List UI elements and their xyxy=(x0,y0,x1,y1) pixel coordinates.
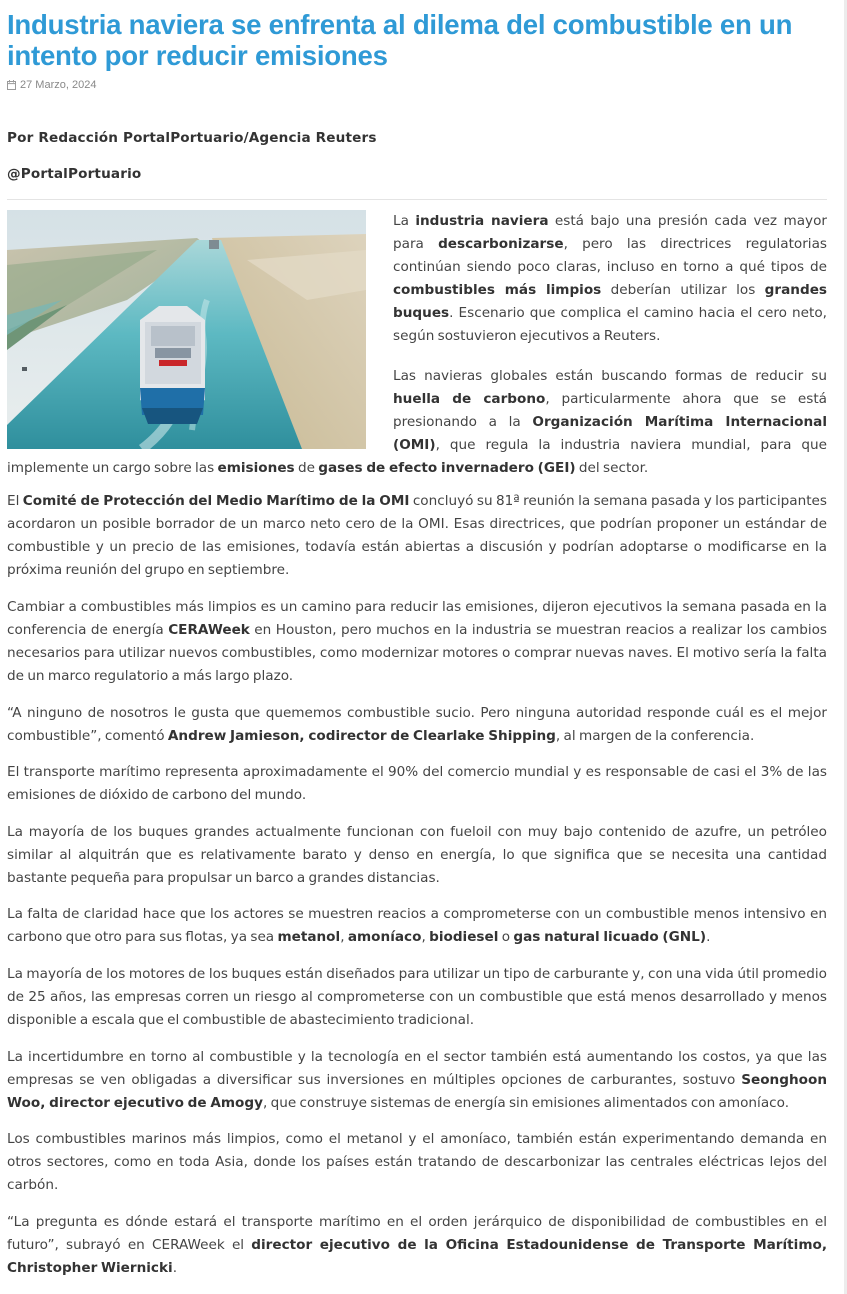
article-date: 27 Marzo, 2024 xyxy=(20,79,97,91)
article-byline: Por Redacción PortalPortuario/Agencia Reuters xyxy=(7,130,377,146)
paragraph-1-bold-3: grandes buques xyxy=(393,282,827,321)
paragraph-2-text-0: Las navieras globales están buscando formas de reducir su xyxy=(393,368,827,384)
article-paragraph-5 xyxy=(7,702,827,748)
paragraph-4-bold-0: CERAWeek xyxy=(168,622,250,638)
paragraph-11-text-0: Los combustibles marinos más limpios, como el metanol y el amoníaco, también están experimentando demanda en otros sectores, como en toda Asia, donde los países están tratando de descarbonizar las centrales eléctricas lejos del carbón. xyxy=(7,1131,827,1193)
paragraph-12-bold-0: director ejecutivo de la Oficina Estadounidense de Transporte Marítimo, Christopher Wiernicki xyxy=(7,1237,827,1276)
paragraph-8-text-0: La falta de claridad hace que los actores se muestren reacios a comprometerse con un combustible menos intensivo en carbono que otro para sus flotas, ya sea xyxy=(7,906,827,945)
paragraph-2-text-3: de xyxy=(294,460,319,476)
paragraph-8-text-4: . xyxy=(706,929,711,945)
paragraph-4-text-0: Cambiar a combustibles más limpios es un camino para reducir las emisiones, dijeron ejecutivos la semana pasada en la conferencia de energía xyxy=(7,599,827,638)
wrapped-paragraph-block xyxy=(7,365,827,480)
paragraph-1-text-1: está bajo una presión cada vez mayor para xyxy=(393,213,828,252)
paragraph-8-text-2: , xyxy=(421,929,430,945)
article-paragraph-10 xyxy=(7,1046,827,1115)
article-paragraph-12 xyxy=(7,1211,827,1280)
photo-wrap-spacer xyxy=(7,365,393,450)
article-handle: @PortalPortuario xyxy=(7,166,142,182)
paragraph-8-text-1: , xyxy=(340,929,348,945)
paragraph-8-text-3: o xyxy=(498,929,514,945)
header-divider xyxy=(7,199,827,200)
paragraph-2-text-4: del sector. xyxy=(575,460,649,476)
paragraph-2-bold-3: gases de efecto invernadero (GEI) xyxy=(318,460,576,476)
paragraph-5-text-0: “A ninguno de nosotros le gusta que quememos combustible sucio. Pero ninguna autoridad responde cuál es el mejor combustible”, comentó xyxy=(7,705,827,744)
paragraph-5-bold-0: Andrew Jamieson, codirector de Clearlake Shipping xyxy=(167,728,556,744)
paragraph-1-bold-1: descarbonizarse xyxy=(438,236,564,252)
paragraph-1-text-0: La xyxy=(393,213,416,229)
paragraph-1-text-4: . Escenario que complica el camino hacia el cero neto, según sostuvieron ejecutivos a Reuters. xyxy=(393,305,827,344)
paragraph-7-text-0: La mayoría de los buques grandes actualmente funcionan con fueloil con muy bajo contenido de azufre, un petróleo similar al alquitrán que es relativamente barato y denso en energía, lo que significa que se necesita una cantidad bastante pequeña para propulsar un barco a grandes distancias. xyxy=(7,824,827,886)
paragraph-10-bold-0: Seonghoon Woo, director ejecutivo de Amogy xyxy=(7,1072,827,1111)
article-paragraph-7 xyxy=(7,821,827,890)
paragraph-3-bold-0: Comité de Protección del Medio Marítimo de la OMI xyxy=(22,493,410,509)
paragraph-4-text-1: en Houston, pero muchos en la industria se muestran reacios a realizar los cambios necesarios para utilizar nuevos combustibles, como modernizar motores o comprar nuevas naves. El motivo sería la falta de un marco regulatorio a más largo plazo. xyxy=(7,622,828,684)
paragraph-8-bold-2: biodiesel xyxy=(429,929,499,945)
paragraph-3-text-0: El xyxy=(7,493,23,509)
article-paragraph-11 xyxy=(7,1128,827,1197)
article-paragraph-4 xyxy=(7,596,827,688)
article-paragraph-8 xyxy=(7,903,827,949)
paragraph-1-text-2: , pero las directrices regulatorias continúan siendo poco claras, incluso en torno a qué tipos de xyxy=(393,236,827,275)
paragraph-9-text-0: La mayoría de los motores de los buques están diseñados para utilizar un tipo de carburante y, con una vida útil promedio de 25 años, las empresas corren un riesgo al comprometerse con un combustible que está menos desarrollado y menos disponible a escala que el combustible de abastecimiento tradicional. xyxy=(7,966,827,1028)
paragraph-8-bold-1: amoníaco xyxy=(347,929,422,945)
article-meta xyxy=(7,78,96,92)
article-paragraph-6 xyxy=(7,761,827,807)
paragraph-2-bold-1: Organización Marítima Internacional (OMI) xyxy=(393,414,827,453)
calendar-icon xyxy=(7,80,16,90)
paragraph-2-bold-2: emisiones xyxy=(217,460,295,476)
article-paragraph-9 xyxy=(7,963,827,1032)
paragraph-1-bold-2: combustibles más limpios xyxy=(393,282,602,298)
paragraph-2-bold-0: huella de carbono xyxy=(393,391,546,407)
paragraph-8-bold-3: gas natural licuado (GNL) xyxy=(513,929,707,945)
article-paragraph-1 xyxy=(393,210,827,348)
paragraph-12-text-0: “La pregunta es dónde estará el transporte marítimo en el orden jerárquico de disponibilidad de combustibles en el futuro”, subrayó en CERAWeek el xyxy=(7,1214,827,1253)
paragraph-1-bold-0: industria naviera xyxy=(415,213,549,229)
paragraph-8-bold-0: metanol xyxy=(277,929,341,945)
paragraph-10-text-1: , que construye sistemas de energía sin emisiones alimentados con amoníaco. xyxy=(262,1095,790,1111)
paragraph-2-text-1: , particularmente ahora que se está presionando a la xyxy=(393,391,827,430)
paragraph-12-text-1: . xyxy=(172,1260,178,1276)
paragraph-3-text-1: concluyó su 81ª reunión la semana pasada y los participantes acordaron un posible borrador de un marco neto cero de la OMI. Esas directrices, que podrían proponer un estándar de combustible y un precio de las emisiones, todavía están abiertas a discusión y podrían adoptarse o modificarse en la próxima reunión del grupo en septiembre. xyxy=(7,493,828,578)
paragraph-1-text-3: deberían utilizar los xyxy=(601,282,765,298)
paragraph-2-text-2: , que regula la industria naviera mundial, para que implemente un cargo sobre las xyxy=(7,437,827,476)
article-paragraph-3 xyxy=(7,490,827,582)
paragraph-10-text-0: La incertidumbre en torno al combustible y la tecnología en el sector también está aumentando los costos, ya que las empresas se ven obligadas a diversificar sus inversiones en múltiples opciones de carburantes, sostuvo xyxy=(7,1049,827,1088)
article-title: Industria naviera se enfrenta al dilema del combustible en un intento por reducir emisiones xyxy=(7,9,793,71)
paragraph-6-text-0: El transporte marítimo representa aproximadamente el 90% del comercio mundial y es responsable de casi el 3% de las emisiones de dióxido de carbono del mundo. xyxy=(7,764,827,803)
paragraph-5-text-1: , al margen de la conferencia. xyxy=(555,728,755,744)
